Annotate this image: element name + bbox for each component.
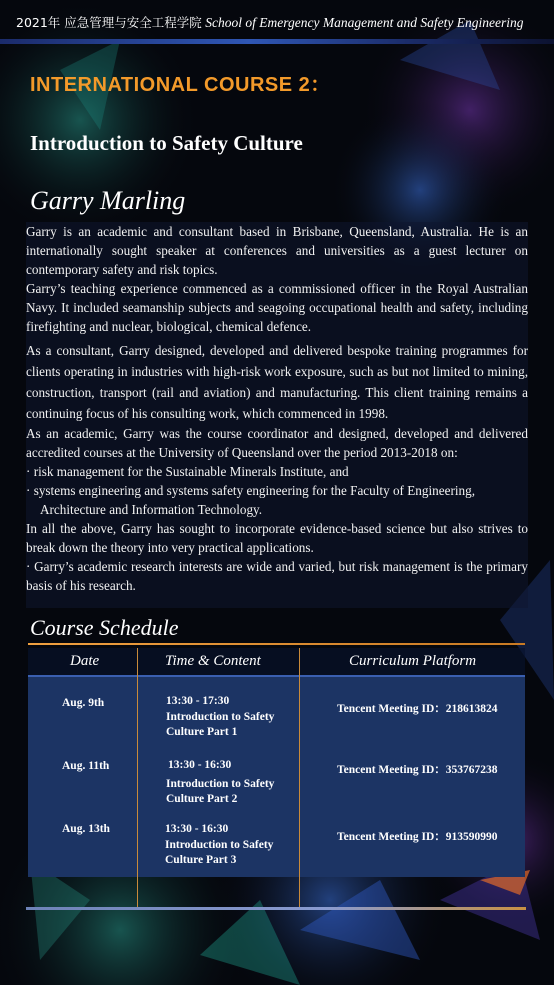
row-content: Introduction to Safety Culture Part 3 [165,839,274,866]
speaker-bio [26,222,528,608]
column-divider [137,648,138,910]
header-title [16,13,523,32]
header-year-cn: 2021年 应急管理与安全工程学院 [16,15,202,30]
bio-paragraph: Garry is an academic and consultant based in Brisbane, Queensland, Australia. He is an internationally sought speaker at conferences and universities as a guest lecturer on contemporary safety and risk topics. [26,224,528,277]
header-divider [0,39,554,44]
row-time: 13:30 - 16:30 [168,759,232,771]
bio-list-item: · risk management for the Sustainable Minerals Institute, and [26,464,349,479]
bio-paragraph: In all the above, Garry has sought to incorporate evidence-based science but also strives to break down the theory into very practical applications. [26,521,528,555]
column-header-time-content: Time & Content [165,653,261,669]
row-platform: Tencent Meeting ID：353767238 [337,764,498,776]
speaker-name: Garry Marling [30,186,186,215]
bio-paragraph: · Garry’s academic research interests are wide and varied, but risk management is the primary basis of his research. [26,559,528,593]
column-header-date: Date [70,653,100,669]
row-date: Aug. 9th [62,697,105,709]
bio-paragraph: As a consultant, Garry designed, developed and delivered bespoke training programmes for clients operating in industries with high-risk work exposure, such as but not limited to mining, construction, transport (rail and aviation) and manufacturing. This client training remains a continuing focus of his consulting work, which commenced in 1998. [26,343,528,421]
header-school-en: School of Emergency Management and Safety Engineering [205,15,524,30]
schedule-table [28,643,525,910]
row-time: 13:30 - 16:30 [165,823,229,835]
course-title: Introduction to Safety Culture [30,131,303,155]
table-top-rule [28,643,525,645]
bio-paragraph: As an academic, Garry was the course coordinator and designed, developed and delivered accredited courses at the University of Queensland over the period 2013-2018 on: [26,426,528,460]
row-platform: Tencent Meeting ID：218613824 [337,703,498,715]
row-time: 13:30 - 17:30 [166,695,230,707]
header-bar [0,0,554,44]
schedule-heading: Course Schedule [30,615,179,640]
course-kicker: INTERNATIONAL COURSE 2： [30,74,331,96]
bio-paragraph: Garry’s teaching experience commenced as a commissioned officer in the Royal Australian Navy. It included seamanship subjects and seagoing occupational health and safety, including firefighting and nuclear, biological, chemical defence. [26,281,528,334]
row-date: Aug. 13th [62,823,110,835]
row-date: Aug. 11th [62,760,110,772]
row-content: Introduction to Safety Culture Part 2 [166,778,275,805]
table-bottom-rule [26,907,526,910]
bio-list-item: · systems engineering and systems safety engineering for the Faculty of Engineering, Architecture and Information Technology. [26,483,475,517]
column-header-platform: Curriculum Platform [349,653,477,669]
row-platform: Tencent Meeting ID：913590990 [337,831,498,843]
column-divider [299,648,300,910]
row-content: Introduction to Safety Culture Part 1 [166,711,275,738]
